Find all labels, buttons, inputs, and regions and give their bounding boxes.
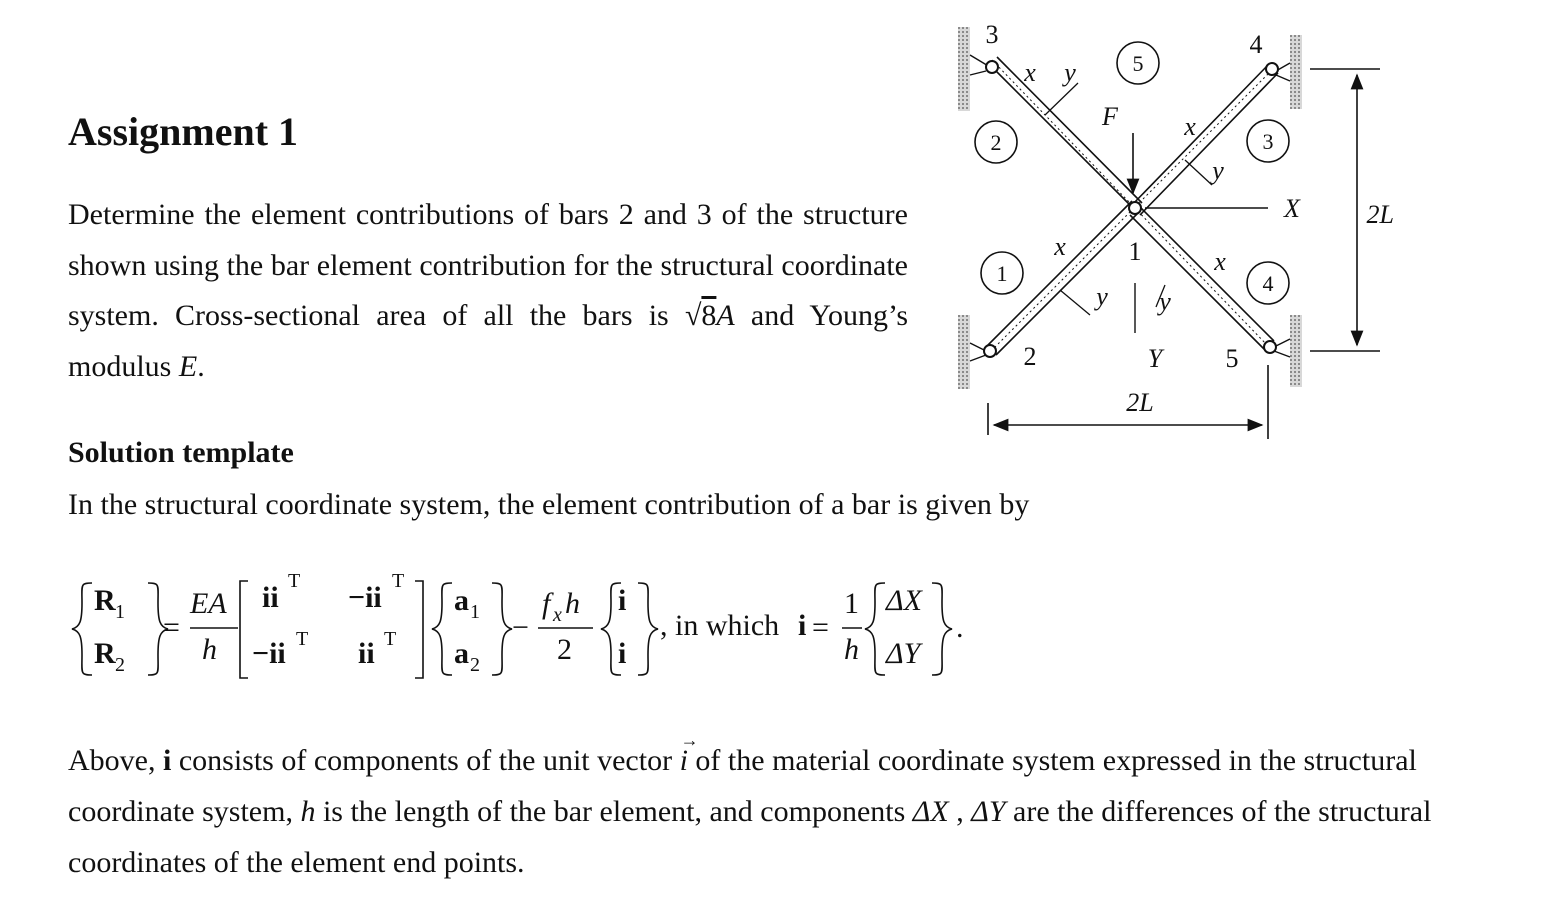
svg-text:T: T: [288, 570, 301, 592]
eq-i-top: i: [618, 584, 627, 617]
element-label-5: 5: [1132, 51, 1144, 76]
eq-in-which: , in which: [660, 609, 780, 642]
eq-R2: R: [94, 637, 116, 670]
node-label-2: 2: [1023, 342, 1037, 371]
eq-EA: EA: [190, 587, 227, 620]
axis-X-label: X: [1284, 194, 1300, 223]
svg-text:T: T: [384, 628, 397, 650]
local-y-bar4: y: [1159, 287, 1171, 316]
svg-text:T: T: [296, 628, 309, 650]
element-contribution-equation: [60, 565, 980, 695]
local-y-bar1: y: [1096, 282, 1108, 311]
svg-text:1: 1: [470, 601, 480, 623]
eq-dY: ΔY: [886, 637, 921, 670]
eq-i-bottom: i: [618, 637, 627, 670]
eq-h: h: [202, 633, 217, 666]
eq-one: 1: [844, 587, 859, 620]
eq-m12: −ii: [348, 581, 382, 614]
eq-R2-sub: 2: [115, 654, 125, 676]
node-label-5: 5: [1225, 344, 1239, 373]
local-x-bar3: x: [1184, 112, 1196, 141]
problem-line-2: structure shown using the bar element contribution for the: [68, 198, 908, 282]
node-5: [1264, 341, 1276, 353]
node-1: [1129, 202, 1141, 214]
node-label-1: 1: [1128, 237, 1142, 266]
node-3: [986, 61, 998, 73]
svg-text:2: 2: [470, 654, 480, 676]
eq-a1: a: [454, 584, 469, 617]
support-node-4: [1290, 35, 1302, 109]
svg-text:x: x: [553, 604, 562, 626]
eq-two: 2: [557, 633, 572, 666]
eq-R1-sub: 1: [115, 601, 125, 623]
node-label-4: 4: [1249, 30, 1263, 59]
svg-text:h: h: [844, 633, 859, 666]
eq-minus: −: [512, 611, 529, 644]
svg-text:=: =: [812, 611, 829, 644]
eq-R1: R: [94, 584, 116, 617]
node-2: [984, 345, 996, 357]
svg-text:h: h: [565, 587, 580, 620]
element-label-2: 2: [990, 130, 1002, 155]
local-x-bar2: x: [1024, 58, 1036, 87]
eq-m11: ii: [262, 581, 279, 614]
truss-structure-figure: [950, 15, 1394, 445]
local-x-bar1: x: [1054, 232, 1066, 261]
eq-a2: a: [454, 637, 469, 670]
page-title: Assignment 1: [68, 109, 299, 154]
svg-text:T: T: [392, 570, 405, 592]
support-node-5: [1290, 315, 1302, 387]
eq-i-def: i: [798, 609, 807, 642]
sqrt-symbol: √8: [684, 299, 717, 332]
eq-m22: ii: [358, 637, 375, 670]
local-y-bar2: y: [1064, 58, 1076, 87]
problem-line-4: bars is √8A and Young’s modulus E.: [68, 299, 908, 383]
support-node-3: [958, 27, 970, 111]
element-label-3: 3: [1262, 129, 1274, 154]
solution-intro: In the structural coordinate system, the element contribution of a bar is given by: [68, 488, 1030, 521]
unit-vector-i: i →: [680, 735, 688, 786]
problem-line-3: structural coordinate system. Cross-sectional area of all the: [68, 248, 908, 332]
node-label-3: 3: [985, 20, 999, 49]
eq-equals: =: [163, 611, 180, 644]
eq-dX: ΔX: [886, 584, 922, 617]
explanation-paragraph: Above, i consists of components of the unit vector i → of the material coordinate system expressed in the structural coordinate system, h is the length of the bar element, and components ΔX , ΔY are the differences of the structural coordinates of the element end points.: [68, 735, 1433, 888]
eq-fx: f: [542, 587, 551, 620]
dimension-vertical-label: 2L: [1366, 200, 1394, 229]
problem-statement: [68, 190, 908, 392]
dimension-horizontal-label: 2L: [1126, 388, 1154, 417]
problem-line-1: Determine the element contributions of bars 2 and 3 of the: [68, 198, 794, 231]
solution-heading: Solution template: [68, 436, 294, 469]
eq-m21: −ii: [252, 637, 286, 670]
local-y-bar3: y: [1212, 156, 1224, 185]
force-label: F: [1102, 102, 1118, 131]
element-label-4: 4: [1262, 271, 1274, 296]
support-node-2: [958, 315, 970, 389]
axis-Y-label: Y: [1147, 344, 1163, 373]
local-x-bar4: x: [1214, 247, 1226, 276]
node-4: [1266, 63, 1278, 75]
element-label-1: 1: [996, 261, 1008, 286]
svg-text:.: .: [956, 611, 964, 644]
